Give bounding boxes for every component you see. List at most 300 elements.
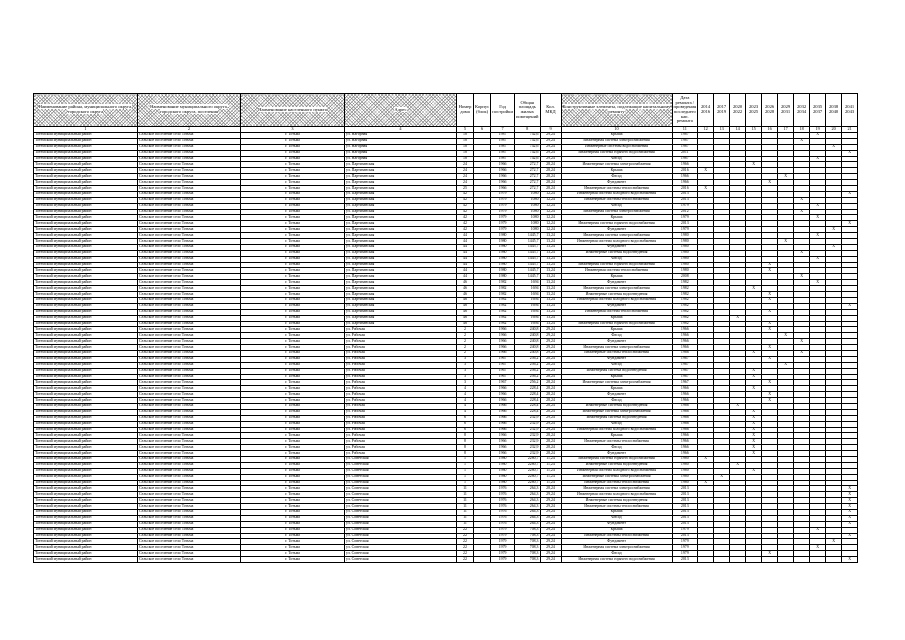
table-cell: 24: [457, 174, 474, 180]
table-cell: г. Тотьма: [241, 445, 345, 451]
table-cell: 29,24: [540, 327, 561, 333]
schedule-mark-cell: X: [842, 504, 858, 510]
schedule-mark-cell: X: [762, 292, 778, 298]
schedule-mark-cell: X: [762, 356, 778, 362]
table-cell: 28,24: [540, 398, 561, 404]
table-cell: Сельское поселение село Тотьма: [138, 345, 241, 351]
table-cell: 2280,7: [514, 468, 540, 474]
table-cell: Инженерные системы теплоснабжения: [561, 480, 672, 486]
table-cell: Инженерные системы водоснабжения: [561, 144, 672, 150]
table-cell: 13,24: [540, 239, 561, 245]
table-cell: 11,24: [540, 474, 561, 480]
table-cell: Тотемский муниципальный район: [34, 403, 138, 409]
table-cell: Тотемский муниципальный район: [34, 392, 138, 398]
table-cell: 2011: [672, 150, 698, 156]
table-cell: 29,24: [540, 492, 561, 498]
table-cell: ул. Рабочая: [345, 362, 457, 368]
schedule-mark-cell: X: [842, 221, 858, 227]
table-cell: г. Тотьма: [241, 297, 345, 303]
table-cell: Тотемский муниципальный район: [34, 133, 138, 139]
table-cell: Сельское поселение село Тотьма: [138, 180, 241, 186]
column-number-cell: 21: [842, 127, 858, 133]
table-cell: ул. Партизанская: [345, 286, 457, 292]
table-cell: ул. Рабочая: [345, 333, 457, 339]
table-cell: 28,24: [540, 486, 561, 492]
table-cell: 1967: [672, 380, 698, 386]
table-cell: 1980: [672, 250, 698, 256]
table-cell: ул. Советская: [345, 486, 457, 492]
table-cell: 4: [457, 398, 474, 404]
table-cell: Сельское поселение село Тотьма: [138, 433, 241, 439]
table-cell: 1080: [514, 215, 540, 221]
table-cell: Сельское поселение село Тотьма: [138, 339, 241, 345]
schedule-mark-cell: [810, 557, 826, 563]
table-cell: Сельское поселение село Тотьма: [138, 197, 241, 203]
table-cell: ул. Рабочая: [345, 345, 457, 351]
table-cell: 1979: [672, 545, 698, 551]
table-cell: 2013: [672, 498, 698, 504]
table-cell: 11,24: [540, 462, 561, 468]
table-cell: г. Тотьма: [241, 339, 345, 345]
table-cell: г. Тотьма: [241, 191, 345, 197]
table-cell: ул. Партизанская: [345, 233, 457, 239]
table-cell: Тотемский муниципальный район: [34, 227, 138, 233]
table-cell: 1966: [491, 433, 515, 439]
table-cell: 18: [457, 150, 474, 156]
table-cell: 1967: [672, 368, 698, 374]
table-cell: 29,24: [540, 504, 561, 510]
table-cell: Тотемский муниципальный район: [34, 521, 138, 527]
table-cell: 264,3: [514, 510, 540, 516]
table-cell: Инженерные системы водоотведения: [561, 250, 672, 256]
table-cell: Тотемский муниципальный район: [34, 409, 138, 415]
table-cell: 1967: [672, 356, 698, 362]
table-cell: 12,24: [540, 209, 561, 215]
table-cell: Тотемский муниципальный район: [34, 527, 138, 533]
table-cell: Сельское поселение село Тотьма: [138, 221, 241, 227]
header-cell: Конструктивные элементы, подлежащие капитальному ремонту: [561, 94, 672, 127]
table-cell: 28,24: [540, 515, 561, 521]
table-cell: Сельское поселение село Тотьма: [138, 362, 241, 368]
schedule-mark-cell: X: [842, 191, 858, 197]
schedule-mark-cell: X: [778, 362, 794, 368]
table-cell: Сельское поселение село Тотьма: [138, 156, 241, 162]
header-cell: 2023 2025: [746, 94, 762, 127]
schedule-mark-cell: X: [794, 138, 810, 144]
table-cell: 1966: [491, 168, 515, 174]
schedule-mark-cell: X: [762, 327, 778, 333]
schedule-mark-cell: X: [810, 133, 826, 139]
table-cell: г. Тотьма: [241, 386, 345, 392]
table-cell: Сельское поселение село Тотьма: [138, 403, 241, 409]
table-cell: Инженерные системы электроснабжения: [561, 380, 672, 386]
table-cell: Тотемский муниципальный район: [34, 421, 138, 427]
table-cell: 29,24: [540, 150, 561, 156]
table-cell: Тотемский муниципальный район: [34, 557, 138, 563]
table-cell: ул. Советская: [345, 462, 457, 468]
schedule-mark-cell: X: [794, 209, 810, 215]
table-cell: г. Тотьма: [241, 321, 345, 327]
header-cell: Номер дома: [457, 94, 474, 127]
table-cell: Инженерная система горячего водоснабжения: [561, 262, 672, 268]
table-cell: Тотемский муниципальный район: [34, 345, 138, 351]
table-cell: г. Тотьма: [241, 174, 345, 180]
table-cell: 46: [457, 309, 474, 315]
table-cell: 1966: [491, 421, 515, 427]
table-cell: 11: [457, 521, 474, 527]
table-cell: Сельское поселение село Тотьма: [138, 545, 241, 551]
table-cell: 8: [457, 451, 474, 457]
table-cell: ул. Партизанская: [345, 197, 457, 203]
table-cell: Фасад: [561, 398, 672, 404]
table-cell: 240,8: [514, 327, 540, 333]
table-cell: ул. Рабочая: [345, 327, 457, 333]
table-cell: 1966: [672, 433, 698, 439]
column-number-cell: 19: [810, 127, 826, 133]
table-cell: 29,24: [540, 333, 561, 339]
table-cell: Фасад: [561, 515, 672, 521]
table-cell: 4: [457, 403, 474, 409]
table-cell: г. Тотьма: [241, 286, 345, 292]
table-cell: Крыша: [561, 168, 672, 174]
table-cell: 12,24: [540, 203, 561, 209]
schedule-mark-cell: X: [762, 262, 778, 268]
schedule-mark-cell: X: [746, 386, 762, 392]
table-cell: 1966: [672, 415, 698, 421]
table-cell: 2280,7: [514, 480, 540, 486]
table-cell: 13,24: [540, 280, 561, 286]
table-cell: Тотемский муниципальный район: [34, 545, 138, 551]
schedule-mark-cell: X: [842, 510, 858, 516]
table-cell: 2: [457, 345, 474, 351]
table-cell: 1694: [514, 303, 540, 309]
table-cell: 1445,7: [514, 268, 540, 274]
table-cell: 29,24: [540, 551, 561, 557]
table-cell: 12,24: [540, 197, 561, 203]
table-cell: 1980: [491, 474, 515, 480]
table-cell: ул. Рабочая: [345, 403, 457, 409]
table-cell: Фундамент: [561, 244, 672, 250]
table-cell: ул. Партизанская: [345, 209, 457, 215]
table-cell: Сельское поселение село Тотьма: [138, 398, 241, 404]
table-cell: Фундамент: [561, 521, 672, 527]
table-cell: 1966: [672, 398, 698, 404]
table-cell: 24: [457, 168, 474, 174]
table-cell: 4: [457, 386, 474, 392]
table-cell: 1980: [491, 256, 515, 262]
table-cell: ул. Рабочая: [345, 380, 457, 386]
table-cell: 12,24: [540, 191, 561, 197]
table-cell: Тотемский муниципальный район: [34, 398, 138, 404]
table-cell: 28,24: [540, 362, 561, 368]
table-cell: Сельское поселение село Тотьма: [138, 233, 241, 239]
table-cell: 1980: [491, 239, 515, 245]
table-cell: 12,24: [540, 227, 561, 233]
table-cell: г. Тотьма: [241, 480, 345, 486]
table-cell: ул. Партизанская: [345, 256, 457, 262]
table-cell: Тотемский муниципальный район: [34, 468, 138, 474]
schedule-mark-cell: X: [762, 297, 778, 303]
table-cell: 1982: [672, 321, 698, 327]
table-cell: г. Тотьма: [241, 209, 345, 215]
table-cell: Тотемский муниципальный район: [34, 350, 138, 356]
table-cell: 2: [457, 333, 474, 339]
table-cell: 2013: [672, 486, 698, 492]
table-cell: г. Тотьма: [241, 510, 345, 516]
table-cell: Инженерные системы электроснабжения: [561, 162, 672, 168]
table-cell: Сельское поселение село Тотьма: [138, 268, 241, 274]
table-cell: Сельское поселение село Тотьма: [138, 292, 241, 298]
table-cell: 1979: [491, 551, 515, 557]
table-cell: 1445,7: [514, 262, 540, 268]
table-cell: ул. Партизанская: [345, 292, 457, 298]
table-cell: 1445,7: [514, 233, 540, 239]
table-cell: г. Тотьма: [241, 256, 345, 262]
table-cell: 1445,7: [514, 239, 540, 245]
table-cell: ул. Нагорная: [345, 144, 457, 150]
schedule-mark-cell: X: [794, 350, 810, 356]
table-cell: ул. Партизанская: [345, 215, 457, 221]
table-cell: 1979: [491, 227, 515, 233]
table-cell: 2013: [672, 221, 698, 227]
table-cell: 28,24: [540, 356, 561, 362]
table-cell: 1966: [491, 339, 515, 345]
table-cell: Фасад: [561, 362, 672, 368]
table-cell: 29,24: [540, 521, 561, 527]
table-cell: 1982: [491, 286, 515, 292]
schedule-mark-cell: X: [730, 462, 746, 468]
table-cell: Инженерные системы водоотведения: [561, 403, 672, 409]
table-cell: 1979: [491, 533, 515, 539]
table-cell: ул. Советская: [345, 515, 457, 521]
schedule-mark-cell: X: [762, 309, 778, 315]
table-cell: 13,24: [540, 250, 561, 256]
table-cell: ул. Рабочая: [345, 415, 457, 421]
table-cell: Тотемский муниципальный район: [34, 244, 138, 250]
table-cell: 44: [457, 268, 474, 274]
header-cell: 2020 2022: [730, 94, 746, 127]
table-cell: г. Тотьма: [241, 439, 345, 445]
table-cell: Тотемский муниципальный район: [34, 498, 138, 504]
column-number-cell: 4: [345, 127, 457, 133]
table-cell: 1966: [672, 421, 698, 427]
table-cell: 42: [457, 191, 474, 197]
header-cell: Наименование муниципального округа, городского округа, поселения: [138, 94, 241, 127]
table-cell: Фундамент: [561, 451, 672, 457]
schedule-mark-cell: X: [746, 433, 762, 439]
table-cell: Сельское поселение село Тотьма: [138, 215, 241, 221]
table-cell: 46: [457, 297, 474, 303]
table-cell: Тотемский муниципальный район: [34, 197, 138, 203]
table-cell: 11,24: [540, 468, 561, 474]
table-cell: 11,24: [540, 480, 561, 486]
table-cell: 46: [457, 321, 474, 327]
table-cell: г. Тотьма: [241, 498, 345, 504]
table-cell: 1694: [514, 309, 540, 315]
table-cell: Сельское поселение село Тотьма: [138, 227, 241, 233]
table-cell: 29,24: [540, 533, 561, 539]
table-cell: г. Тотьма: [241, 262, 345, 268]
table-cell: 1987: [491, 133, 515, 139]
table-cell: ул. Советская: [345, 480, 457, 486]
table-cell: г. Тотьма: [241, 268, 345, 274]
table-cell: 1966: [491, 350, 515, 356]
table-cell: ул. Партизанская: [345, 168, 457, 174]
table-cell: 1694: [514, 315, 540, 321]
table-cell: 1979: [491, 191, 515, 197]
table-cell: Крыша: [561, 510, 672, 516]
schedule-mark-cell: X: [746, 409, 762, 415]
table-cell: 1980: [491, 462, 515, 468]
table-cell: 1445,7: [514, 250, 540, 256]
table-cell: ул. Партизанская: [345, 297, 457, 303]
table-cell: Тотемский муниципальный район: [34, 309, 138, 315]
table-cell: г. Тотьма: [241, 368, 345, 374]
table-cell: Тотемский муниципальный район: [34, 297, 138, 303]
table-cell: 1982: [672, 286, 698, 292]
column-number-cell: 18: [794, 127, 810, 133]
table-cell: Фундамент: [561, 280, 672, 286]
table-cell: 2016: [672, 168, 698, 174]
table-cell: 1966: [491, 174, 515, 180]
table-cell: Тотемский муниципальный район: [34, 510, 138, 516]
schedule-mark-cell: [730, 557, 746, 563]
table-cell: 1980: [672, 268, 698, 274]
table-cell: 1: [457, 474, 474, 480]
table-cell: ул. Рабочая: [345, 374, 457, 380]
table-cell: 1967: [491, 356, 515, 362]
table-cell: ул. Рабочая: [345, 368, 457, 374]
table-cell: ул. Рабочая: [345, 386, 457, 392]
table-cell: г. Тотьма: [241, 398, 345, 404]
table-cell: 22: [457, 551, 474, 557]
table-cell: 1967: [491, 374, 515, 380]
table-cell: Тотемский муниципальный район: [34, 439, 138, 445]
table-cell: 232,9: [514, 415, 540, 421]
table-cell: 18: [457, 156, 474, 162]
table-cell: 1966: [672, 451, 698, 457]
table-cell: 1980: [491, 468, 515, 474]
table-cell: 708,3: [514, 533, 540, 539]
table-cell: Тотемский муниципальный район: [34, 215, 138, 221]
schedule-mark-cell: X: [842, 521, 858, 527]
table-cell: Сельское поселение село Тотьма: [138, 286, 241, 292]
table-cell: 13,24: [540, 292, 561, 298]
table-cell: 1976: [491, 521, 515, 527]
table-cell: 1966: [491, 439, 515, 445]
schedule-mark-cell: [826, 557, 842, 563]
schedule-mark-cell: X: [762, 268, 778, 274]
table-cell: г. Тотьма: [241, 527, 345, 533]
table-cell: г. Тотьма: [241, 144, 345, 150]
table-cell: 1976: [491, 515, 515, 521]
table-cell: 256,2: [514, 368, 540, 374]
schedule-mark-cell: [762, 557, 778, 563]
table-cell: 29,24: [540, 427, 561, 433]
table-cell: 3: [457, 374, 474, 380]
schedule-mark-cell: X: [810, 156, 826, 162]
table-cell: 42: [457, 227, 474, 233]
table-cell: 1982: [491, 297, 515, 303]
header-cell: 2014 2016: [698, 94, 714, 127]
table-cell: Инженерная система горячего водоснабжения: [561, 456, 672, 462]
table-cell: 11: [457, 486, 474, 492]
schedule-mark-cell: X: [746, 415, 762, 421]
table-cell: ул. Партизанская: [345, 221, 457, 227]
table-cell: 1: [457, 468, 474, 474]
table-cell: ул. Нагорная: [345, 138, 457, 144]
table-cell: 44: [457, 250, 474, 256]
table-cell: 12,24: [540, 221, 561, 227]
table-cell: 29,24: [540, 527, 561, 533]
table-cell: Сельское поселение село Тотьма: [138, 321, 241, 327]
table-cell: Тотемский муниципальный район: [34, 339, 138, 345]
table-cell: ул. Советская: [345, 545, 457, 551]
table-cell: 29,24: [540, 144, 561, 150]
table-cell: Сельское поселение село Тотьма: [138, 315, 241, 321]
table-cell: 1982: [491, 309, 515, 315]
header-cell: 2017 2019: [714, 94, 730, 127]
table-cell: г. Тотьма: [241, 545, 345, 551]
table-cell: Инженерная система холодного водоснабжения: [561, 297, 672, 303]
table-cell: Сельское поселение село Тотьма: [138, 303, 241, 309]
table-cell: Инженерная система теплоснабжения: [561, 268, 672, 274]
table-cell: Инженерная система горячего водоснабжения: [561, 221, 672, 227]
table-cell: Тотемский муниципальный район: [34, 262, 138, 268]
table-cell: Фасад: [561, 256, 672, 262]
table-cell: г. Тотьма: [241, 186, 345, 192]
table-cell: Сельское поселение село Тотьма: [138, 144, 241, 150]
table-cell: Тотемский муниципальный район: [34, 504, 138, 510]
table-cell: 42: [457, 221, 474, 227]
table-cell: Инженерная система горячего водоснабжения: [561, 321, 672, 327]
table-cell: 1982: [491, 321, 515, 327]
table-cell: 708,3: [514, 545, 540, 551]
column-number-cell: 10: [561, 127, 672, 133]
table-cell: 1979: [491, 545, 515, 551]
table-cell: 1966: [672, 427, 698, 433]
table-cell: Сельское поселение село Тотьма: [138, 191, 241, 197]
table-cell: 46: [457, 280, 474, 286]
table-cell: 1987: [491, 156, 515, 162]
schedule-mark-cell: [794, 557, 810, 563]
table-cell: Сельское поселение село Тотьма: [138, 427, 241, 433]
schedule-mark-cell: X: [762, 392, 778, 398]
header-cell: 2029 2031: [778, 94, 794, 127]
table-cell: Инженерная система электроснабжения: [561, 545, 672, 551]
schedule-mark-cell: X: [842, 533, 858, 539]
schedule-mark-cell: X: [794, 274, 810, 280]
table-cell: г. Тотьма: [241, 303, 345, 309]
table-cell: Инженерные системы теплоснабжения: [561, 186, 672, 192]
header-cell: 2032 2034: [794, 94, 810, 127]
table-cell: 28,24: [540, 445, 561, 451]
table-cell: 1980: [672, 456, 698, 462]
table-cell: Сельское поселение село Тотьма: [138, 533, 241, 539]
table-cell: Сельское поселение село Тотьма: [138, 415, 241, 421]
table-cell: 1976: [491, 510, 515, 516]
table-cell: г. Тотьма: [241, 239, 345, 245]
schedule-mark-cell: X: [746, 468, 762, 474]
table-cell: Тотемский муниципальный район: [34, 209, 138, 215]
column-number-cell: 14: [730, 127, 746, 133]
table-cell: 25: [457, 186, 474, 192]
table-cell: ул. Рабочая: [345, 350, 457, 356]
table-cell: 1980: [672, 462, 698, 468]
table-cell: Сельское поселение село Тотьма: [138, 510, 241, 516]
table-cell: Сельское поселение село Тотьма: [138, 162, 241, 168]
schedule-mark-cell: X: [842, 150, 858, 156]
